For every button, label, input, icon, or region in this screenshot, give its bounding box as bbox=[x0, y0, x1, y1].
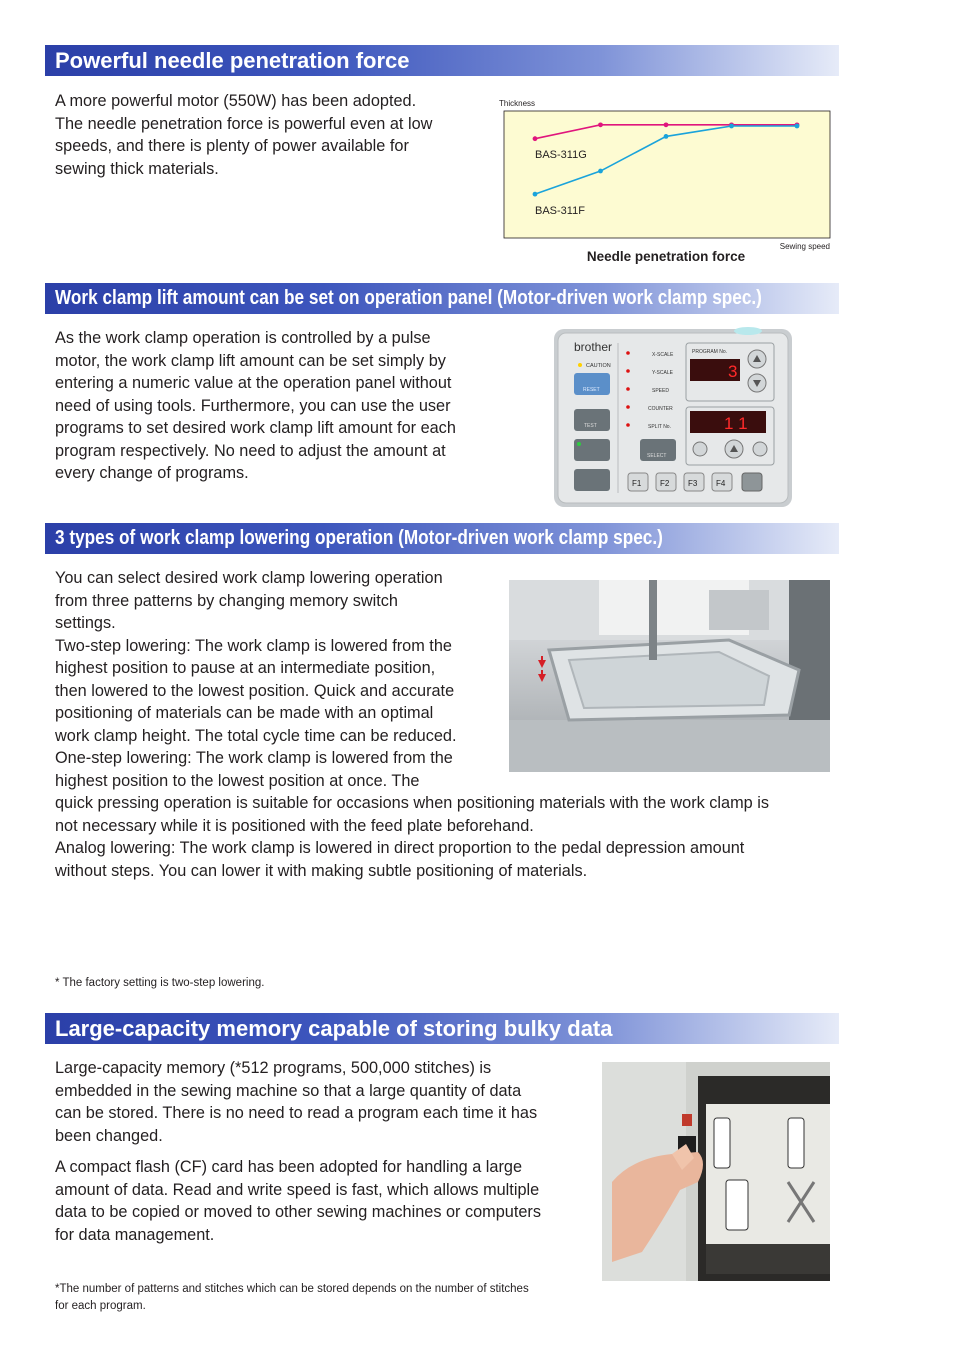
note-text: for each program. bbox=[55, 1300, 146, 1312]
section-title: Powerful needle penetration force bbox=[55, 48, 410, 73]
section-header-work-clamp-lift bbox=[45, 283, 839, 314]
footnote bbox=[55, 975, 264, 992]
section-title: Large-capacity memory capable of storing bulky data bbox=[55, 1016, 613, 1041]
data-point bbox=[598, 122, 603, 127]
note-text: * The factory setting is two-step lowering. bbox=[55, 977, 265, 989]
section-header-memory bbox=[45, 1013, 839, 1044]
text-line: highest position to pause at an intermediate position, bbox=[55, 659, 436, 677]
f4-key: F4 bbox=[716, 479, 726, 488]
text-line: program respectively. No need to adjust the amount at bbox=[55, 441, 446, 460]
text-line: The needle penetration force is powerful even at low bbox=[55, 114, 433, 133]
section-header-needle-force bbox=[45, 45, 839, 76]
footnote bbox=[55, 1281, 529, 1315]
text-line: A more powerful motor (550W) has been adopted. bbox=[55, 92, 417, 110]
text-line: You can select desired work clamp lowering operation bbox=[55, 569, 443, 587]
text-line: settings. bbox=[55, 614, 116, 632]
section-title: 3 types of work clamp lowering operation (Motor-driven work clamp spec.) bbox=[55, 527, 663, 549]
text-line: Large-capacity memory (*512 programs, 500,000 stitches) is bbox=[55, 1059, 492, 1077]
program-label: PROGRAM No. bbox=[692, 349, 728, 355]
section-body bbox=[55, 90, 432, 180]
counter-label: COUNTER bbox=[648, 406, 673, 412]
x-axis-label: Sewing speed bbox=[779, 242, 830, 251]
section-body bbox=[55, 1057, 541, 1246]
text-line bbox=[55, 1147, 541, 1156]
data-point bbox=[795, 124, 800, 129]
text-line: then lowered to the lowest position. Quick and accurate bbox=[55, 681, 455, 700]
brand-logo: brother bbox=[574, 340, 613, 354]
data-point bbox=[664, 122, 669, 127]
f2-key: F2 bbox=[660, 479, 670, 488]
cf-card-photo bbox=[602, 1062, 830, 1281]
caution-label: CAUTION bbox=[586, 363, 611, 369]
needle-force-chart bbox=[495, 95, 840, 267]
series-label-bas311g: BAS-311G bbox=[535, 149, 587, 161]
text-line: from three patterns by changing memory switch bbox=[55, 591, 398, 610]
series-label-bas311f: BAS-311F bbox=[535, 205, 585, 217]
text-line: motor, the work clamp lift amount can be set simply by bbox=[55, 351, 446, 370]
work-clamp-photo bbox=[509, 580, 830, 772]
text-line: One-step lowering: The work clamp is lowered from the bbox=[55, 749, 453, 767]
text-line: for data management. bbox=[55, 1225, 215, 1244]
plot-area bbox=[504, 111, 830, 238]
text-line: embedded in the sewing machine so that a large quantity of data bbox=[55, 1081, 522, 1100]
text-line: Two-step lowering: The work clamp is lowered from the bbox=[55, 636, 452, 655]
section-title: Work clamp lift amount can be set on operation panel (Motor-driven work clamp spec.) bbox=[55, 287, 762, 309]
text-line: every change of programs. bbox=[55, 464, 249, 482]
value-display-value: 1 1 bbox=[724, 414, 748, 433]
y-scale-label: Y-SCALE bbox=[652, 370, 673, 376]
text-line: A compact flash (CF) card has been adopted for handling a large bbox=[55, 1158, 523, 1176]
chart-title: Needle penetration force bbox=[586, 249, 746, 264]
y-axis-label: Thickness bbox=[499, 99, 536, 108]
data-point bbox=[729, 124, 734, 129]
section-body bbox=[55, 327, 456, 485]
program-display-value: 3 bbox=[728, 362, 738, 381]
text-line: can be stored. There is no need to read a program each time it has bbox=[55, 1104, 538, 1122]
text-line: positioning of materials can be made with an optimal bbox=[55, 704, 434, 722]
note-text: *The number of patterns and stitches which can be stored depends on the number of stitches bbox=[55, 1283, 529, 1295]
text-line: speeds, and there is plenty of power available for bbox=[55, 137, 409, 155]
text-line: amount of data. Read and write speed is fast, which allows multiple bbox=[55, 1180, 540, 1199]
text-line: data to be copied or moved to other sewing machines or computers bbox=[55, 1203, 541, 1221]
data-point bbox=[664, 134, 669, 139]
text-line: highest position to the lowest position at once. The bbox=[55, 771, 420, 790]
test-label: TEST bbox=[584, 423, 597, 429]
text-line: without steps. You can lower it with making subtle positioning of materials. bbox=[55, 861, 588, 880]
f1-key: F1 bbox=[632, 479, 642, 488]
text-line: been changed. bbox=[55, 1126, 163, 1145]
data-point bbox=[533, 136, 538, 141]
data-point bbox=[598, 169, 603, 174]
f3-key: F3 bbox=[688, 479, 698, 488]
split-label: SPLIT No. bbox=[648, 424, 671, 430]
text-line: programs to set desired work clamp lift amount for each bbox=[55, 419, 456, 437]
section-header-clamp-lowering bbox=[45, 523, 839, 554]
text-line: Analog lowering: The work clamp is lowered in direct proportion to the pedal depression amount bbox=[55, 839, 745, 857]
text-line: quick pressing operation is suitable for occasions when positioning materials with the work clamp is bbox=[55, 794, 770, 812]
text-line: need of using tools. Furthermore, you can use the user bbox=[55, 396, 451, 415]
text-line: entering a numeric value at the operation panel without bbox=[55, 374, 452, 392]
data-point bbox=[533, 192, 538, 197]
text-line: sewing thick materials. bbox=[55, 159, 219, 178]
text-line: work clamp height. The total cycle time can be reduced. bbox=[55, 726, 457, 745]
text-line: not necessary while it is positioned with the feed plate beforehand. bbox=[55, 816, 534, 835]
speed-label: SPEED bbox=[652, 388, 669, 394]
operation-panel-image bbox=[552, 325, 794, 509]
x-scale-label: X-SCALE bbox=[652, 352, 674, 358]
text-line: As the work clamp operation is controlled by a pulse bbox=[55, 329, 431, 347]
select-label: SELECT bbox=[647, 453, 667, 459]
reset-label: RESET bbox=[583, 387, 600, 393]
